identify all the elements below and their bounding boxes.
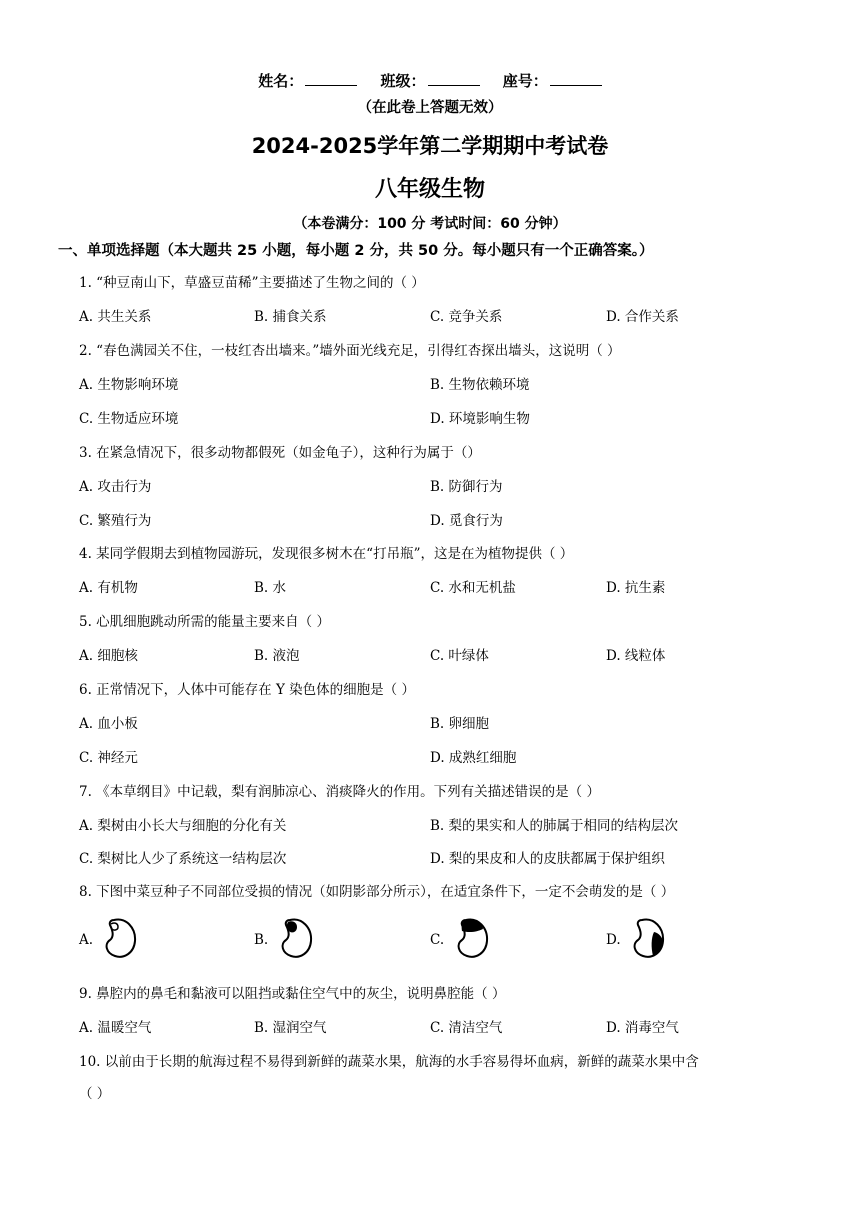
- class-label: 班级：: [380, 72, 426, 90]
- option-b[interactable]: B. 梨的果实和人的肺属于相同的结构层次: [430, 818, 679, 834]
- option-d[interactable]: D. 环境影响生物: [430, 411, 530, 427]
- student-info-line: [0, 70, 860, 91]
- option-c[interactable]: C. 梨树比人少了系统这一结构层次: [79, 851, 287, 867]
- option-d[interactable]: D. 成熟红细胞: [430, 750, 517, 766]
- question-stem: 2. “春色满园关不住，一枝红杏出墙来。”墙外面光线充足，引得红杏探出墙头，这说明（ ）: [79, 343, 621, 359]
- exam-meta: （本卷满分：100 分 考试时间：60 分钟）: [293, 216, 567, 232]
- option-a[interactable]: A. 血小板: [79, 716, 138, 732]
- option-d[interactable]: D. 觅食行为: [430, 513, 503, 529]
- page-title: 2024-2025学年第二学期期中考试卷: [251, 134, 609, 158]
- option-a[interactable]: A. 温暖空气: [79, 1020, 152, 1036]
- question-stem: 5. 心肌细胞跳动所需的能量主要来自（ ）: [79, 614, 330, 630]
- question-stem: 3. 在紧急情况下，很多动物都假死（如金龟子），这种行为属于（）: [79, 445, 481, 461]
- seed-outline: [283, 920, 311, 957]
- question-stem-continuation: （ ）: [79, 1086, 111, 1102]
- seed-damaged-area: [462, 920, 483, 932]
- page-subtitle: 八年级生物: [374, 177, 485, 202]
- seed-outline: [107, 920, 135, 957]
- option-c[interactable]: C. 清洁空气: [430, 1020, 503, 1036]
- option-a[interactable]: A. 生物影响环境: [79, 377, 179, 393]
- option-b[interactable]: B. 水: [254, 580, 287, 596]
- question-stem: 10. 以前由于长期的航海过程不易得到新鲜的蔬菜水果，航海的水手容易得坏血病，新鲜的蔬菜水果中含: [79, 1054, 699, 1070]
- seed-a-image[interactable]: [100, 914, 140, 962]
- option-c[interactable]: C. 竞争关系: [430, 309, 503, 325]
- option-c[interactable]: C. 叶绿体: [430, 648, 489, 664]
- option-b[interactable]: B. 捕食关系: [254, 309, 327, 325]
- option-a[interactable]: A. 有机物: [79, 580, 138, 596]
- option-d[interactable]: D. 梨的果皮和人的皮肤都属于保护组织: [430, 851, 665, 867]
- option-a[interactable]: A. 共生关系: [79, 309, 152, 325]
- question-stem: 6. 正常情况下，人体中可能存在 Y 染色体的细胞是（ ）: [79, 682, 415, 698]
- seed-c-image[interactable]: [452, 914, 492, 962]
- section-heading: 一、单项选择题（本大题共 25 小题，每小题 2 分，共 50 分。每小题只有一个正确答案。）: [58, 243, 654, 259]
- option-b[interactable]: B. 防御行为: [430, 479, 503, 495]
- notice: （在此卷上答题无效）: [357, 100, 503, 116]
- option-b[interactable]: B. 湿润空气: [254, 1020, 327, 1036]
- option-b[interactable]: B.: [254, 932, 269, 948]
- question-stem: 7. 《本草纲目》中记载，梨有润肺凉心、消痰降火的作用。下列有关描述错误的是（ ）: [79, 784, 600, 800]
- question-stem: 1. “种豆南山下，草盛豆苗稀”主要描述了生物之间的（ ）: [79, 275, 425, 291]
- option-a[interactable]: A. 攻击行为: [79, 479, 152, 495]
- option-a[interactable]: A. 细胞核: [79, 648, 138, 664]
- option-a[interactable]: A. 梨树由小长大与细胞的分化有关: [79, 818, 287, 834]
- seat-blank[interactable]: [550, 71, 602, 86]
- option-d[interactable]: D. 消毒空气: [606, 1020, 679, 1036]
- option-d[interactable]: D.: [606, 932, 621, 948]
- question-stem: 9. 鼻腔内的鼻毛和黏液可以阻挡或黏住空气中的灰尘，说明鼻腔能（ ）: [79, 986, 506, 1002]
- seat-label: 座号：: [502, 72, 548, 90]
- option-d[interactable]: D. 抗生素: [606, 580, 666, 596]
- option-b[interactable]: B. 液泡: [254, 648, 300, 664]
- question-stem: 8. 下图中菜豆种子不同部位受损的情况（如阴影部分所示），在适宜条件下，一定不会萌发的是（ ）: [79, 884, 675, 900]
- class-blank[interactable]: [428, 71, 480, 86]
- option-c[interactable]: C. 繁殖行为: [79, 513, 152, 529]
- seed-b-image[interactable]: [276, 914, 316, 962]
- question-stem: 4. 某同学假期去到植物园游玩，发现很多树木在“打吊瓶”，这是在为植物提供（ ）: [79, 546, 574, 562]
- name-label: 姓名：: [258, 72, 304, 90]
- option-c[interactable]: C. 水和无机盐: [430, 580, 516, 596]
- option-d[interactable]: D. 线粒体: [606, 648, 666, 664]
- name-blank[interactable]: [305, 71, 357, 86]
- option-c[interactable]: C. 神经元: [79, 750, 138, 766]
- option-b[interactable]: B. 生物依赖环境: [430, 377, 530, 393]
- option-c[interactable]: C.: [430, 932, 445, 948]
- option-a[interactable]: A.: [79, 932, 94, 948]
- option-b[interactable]: B. 卵细胞: [430, 716, 490, 732]
- option-d[interactable]: D. 合作关系: [606, 309, 679, 325]
- option-c[interactable]: C. 生物适应环境: [79, 411, 179, 427]
- seed-d-image[interactable]: [628, 914, 668, 962]
